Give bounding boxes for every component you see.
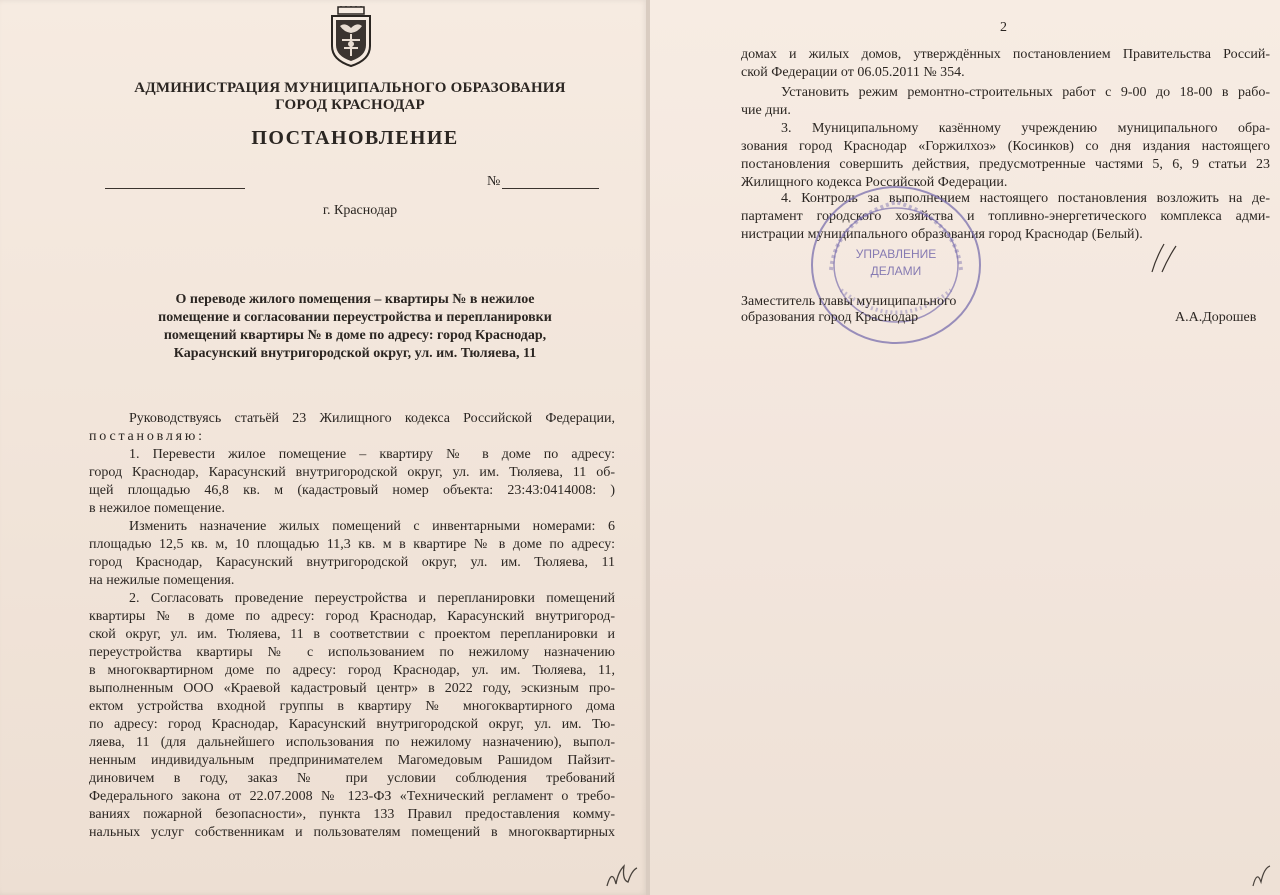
initials-scribble: [604, 862, 640, 890]
title-line: Карасунский внутригородской округ, ул. им. Тюляева, 11: [173, 346, 537, 361]
body-line: 4. Контроль за выполнением настоящего постановления возложить на де-: [781, 191, 1270, 206]
body-line: Установить режим ремонтно-строительных работ с 9-00 до 18-00 в рабо-: [781, 85, 1270, 100]
initials-scribble: [1250, 862, 1276, 890]
title-line: помещение и согласовании переустройства и перепланировки: [158, 310, 552, 325]
body-line: чие дни.: [741, 103, 791, 118]
stamp-line1: УПРАВЛЕНИЕ: [855, 247, 937, 261]
stamp-line2: ДЕЛАМИ: [870, 264, 922, 278]
body-line: ской округ, ул. им. Тюляева, 11 в соответствии с проектом перепланировки и: [89, 627, 615, 642]
signatory-name: А.А.Дорошев: [1175, 310, 1257, 325]
city-label: г. Краснодар: [322, 203, 398, 218]
body-line: постановляю:: [89, 429, 205, 444]
body-line: Жилищного кодекса Российской Федерации.: [741, 175, 1008, 190]
org-name-line1: АДМИНИСТРАЦИЯ МУНИЦИПАЛЬНОГО ОБРАЗОВАНИЯ: [134, 80, 566, 96]
body-line: в нежилое помещение.: [89, 501, 225, 516]
body-line: нальных услуг собственникам и пользователям помещений в многоквартирных: [89, 825, 615, 840]
body-line: Руководствуясь статьёй 23 Жилищного кодекса Российской Федерации,: [129, 411, 615, 426]
body-line: ской Федерации от 06.05.2011 № 354.: [741, 65, 965, 80]
body-line: выполненным ООО «Краевой кадастровый центр» в 2022 году, эскизным про-: [89, 681, 615, 696]
signatory-title-line2: образования город Краснодар: [741, 310, 919, 325]
signatory-title-line1: Заместитель главы муниципального: [741, 294, 957, 309]
body-line: в многоквартирном доме по адресу: город Краснодар, ул. им. Тюляева, 11,: [89, 663, 615, 678]
body-line: 2. Согласовать проведение переустройства и перепланировки помещений: [129, 591, 615, 606]
body-line: ектом устройства входной группы в квартиру № многоквартирного дома: [89, 699, 615, 714]
date-blank: [105, 188, 245, 189]
body-line: ненным индивидуальным предпринимателем Магомедовым Рашидом Пайзит-: [89, 753, 615, 768]
body-line: квартиры № в доме по адресу: город Краснодар, Карасунский внутригород-: [89, 609, 615, 624]
body-line: домах и жилых домов, утверждённых постановлением Правительства Россий-: [741, 47, 1270, 62]
body-line: партамент городского хозяйства и топливно-энергетического комплекса адми-: [741, 209, 1270, 224]
body-line: 3. Муниципальному казённому учреждению муниципального обра-: [781, 121, 1270, 136]
page-number: 2: [1000, 20, 1007, 35]
body-line: на нежилые помещения.: [89, 573, 235, 588]
signature-mark: [1142, 240, 1182, 276]
body-line: нистрации муниципального образования город Краснодар (Белый).: [741, 227, 1143, 242]
body-line: переустройства квартиры № с использованием по нежилому назначению: [89, 645, 615, 660]
org-name-line2: ГОРОД КРАСНОДАР: [275, 97, 425, 113]
document-type: ПОСТАНОВЛЕНИЕ: [251, 127, 459, 149]
number-label: №: [487, 174, 501, 189]
body-line: диновичем в году, заказ № при условии соблюдения требований: [89, 771, 615, 786]
body-line: город Краснодар, Карасунский внутригородской округ, ул. им. Тюляева, 11: [89, 555, 615, 570]
title-line: О переводе жилого помещения – квартиры № в нежилое: [175, 292, 535, 307]
coat-of-arms-icon: [328, 6, 374, 68]
body-line: постановления совершить действия, предусмотренные частями 5, 6, 9 статьи 23: [741, 157, 1270, 172]
title-line: помещений квартиры № в доме по адресу: город Краснодар,: [163, 328, 547, 343]
body-line: 1. Перевести жилое помещение – квартиру № в доме по адресу:: [129, 447, 615, 462]
body-line: по адресу: город Краснодар, Карасунский внутригородской округ, ул. им. Тю-: [89, 717, 615, 732]
body-line: Изменить назначение жилых помещений с инвентарными номерами: 6: [129, 519, 615, 534]
body-line: Федерального закона от 22.07.2008 № 123-ФЗ «Технический регламент о требо-: [89, 789, 615, 804]
body-line: ваниях пожарной безопасности», пункта 133 Правил предоставления комму-: [89, 807, 615, 822]
number-blank: [502, 188, 599, 189]
body-line: щей площадью 46,8 кв. м (кадастровый номер объекта: 23:43:0414008: ): [89, 483, 615, 498]
body-line: зования город Краснодар «Горжилхоз» (Косинков) со дня издания настоящего: [741, 139, 1270, 154]
body-line: площадью 12,5 кв. м, 10 площадью 11,3 кв. м в квартире № в доме по адресу:: [89, 537, 615, 552]
body-line: город Краснодар, Карасунский внутригородской округ, ул. им. Тюляева, 11 об-: [89, 465, 615, 480]
body-line: ляева, 11 (для дальнейшего использования по нежилому назначению), выпол-: [89, 735, 615, 750]
